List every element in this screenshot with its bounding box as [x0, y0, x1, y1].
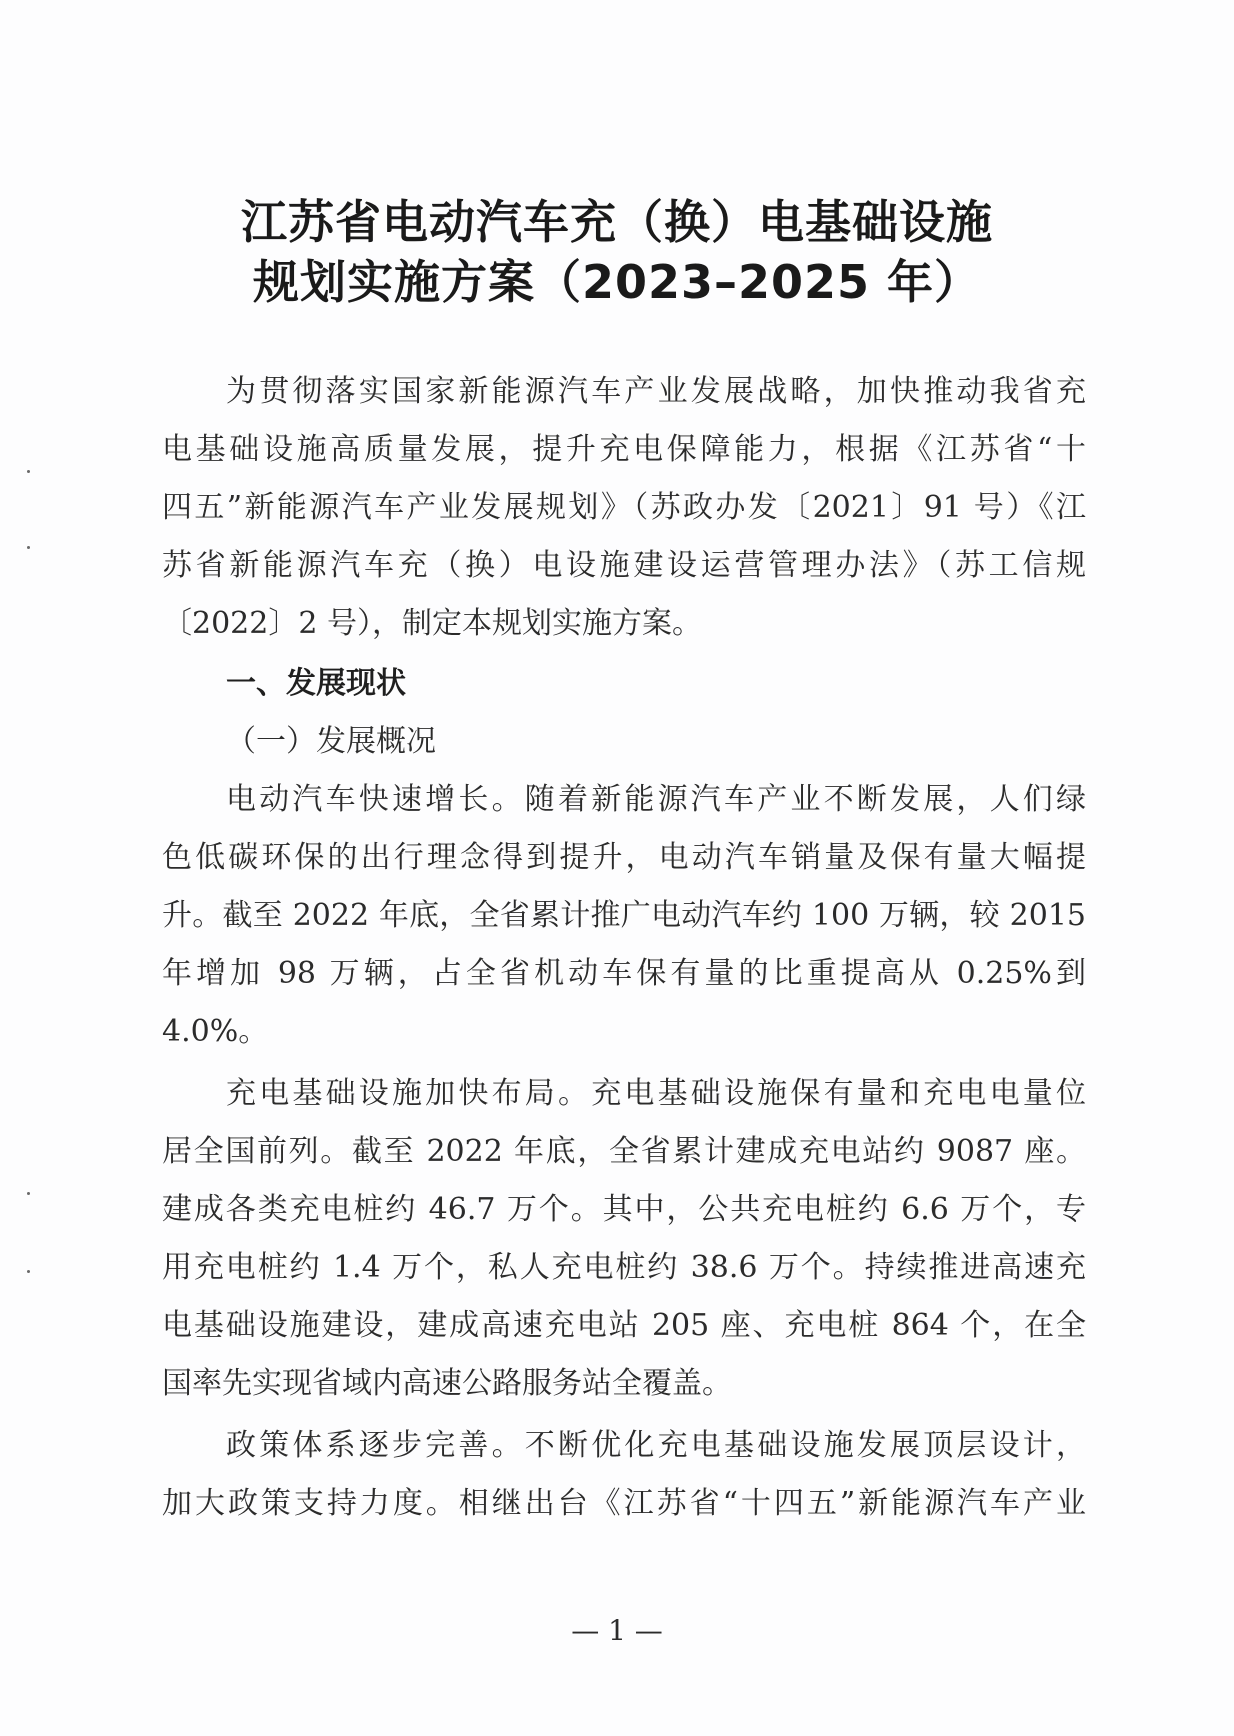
para2-line-6: 国率先实现省域内高速公路服务站全覆盖。 [162, 1366, 732, 1401]
para2-line-3: 建成各类充电桩约 46.7 万个。其中，公共充电桩约 6.6 万个，专 [162, 1192, 1086, 1227]
intro-line-5: 〔2022〕2 号），制定本规划实施方案。 [162, 606, 702, 641]
para2-line-5: 电基础设施建设，建成高速充电站 205 座、充电桩 864 个，在全 [162, 1308, 1086, 1343]
para3-line-2: 加大政策支持力度。相继出台《江苏省“十四五”新能源汽车产业 [162, 1486, 1086, 1521]
para2-line-4: 用充电桩约 1.4 万个，私人充电桩约 38.6 万个。持续推进高速充 [162, 1250, 1086, 1285]
margin-speck [27, 1192, 30, 1195]
document-title-line-2: 规划实施方案（2023–2025 年） [252, 255, 982, 309]
intro-line-1: 为贯彻落实国家新能源汽车产业发展战略，加快推动我省充 [226, 374, 1086, 409]
para2-line-2: 居全国前列。截至 2022 年底，全省累计建成充电站约 9087 座。 [162, 1134, 1086, 1169]
para1-line-4: 年增加 98 万辆，占全省机动车保有量的比重提高从 0.25%到 [162, 956, 1086, 991]
para2-line-1: 充电基础设施加快布局。充电基础设施保有量和充电电量位 [226, 1076, 1086, 1111]
intro-line-3: 四五”新能源汽车产业发展规划》（苏政办发〔2021〕91 号）《江 [162, 490, 1086, 525]
margin-speck [27, 546, 30, 549]
para1-line-5: 4.0%。 [162, 1014, 269, 1049]
intro-line-4: 苏省新能源汽车充（换）电设施建设运营管理办法》（苏工信规 [162, 548, 1086, 583]
para3-line-1: 政策体系逐步完善。不断优化充电基础设施发展顶层设计， [226, 1428, 1086, 1463]
para1-line-3: 升。截至 2022 年底，全省累计推广电动汽车约 100 万辆，较 2015 [162, 898, 1086, 933]
intro-line-2: 电基础设施高质量发展，提升充电保障能力，根据《江苏省“十 [162, 432, 1086, 467]
para1-line-2: 色低碳环保的出行理念得到提升，电动汽车销量及保有量大幅提 [162, 840, 1086, 875]
page-number: — 1 — [571, 1614, 663, 1647]
document-title-line-1: 江苏省电动汽车充（换）电基础设施 [241, 195, 993, 249]
subsection-heading: （一）发展概况 [226, 724, 436, 759]
para1-line-1: 电动汽车快速增长。随着新能源汽车产业不断发展，人们绿 [226, 782, 1086, 817]
section-heading: 一、发展现状 [226, 666, 406, 701]
margin-speck [27, 1270, 30, 1273]
margin-speck [27, 470, 30, 473]
